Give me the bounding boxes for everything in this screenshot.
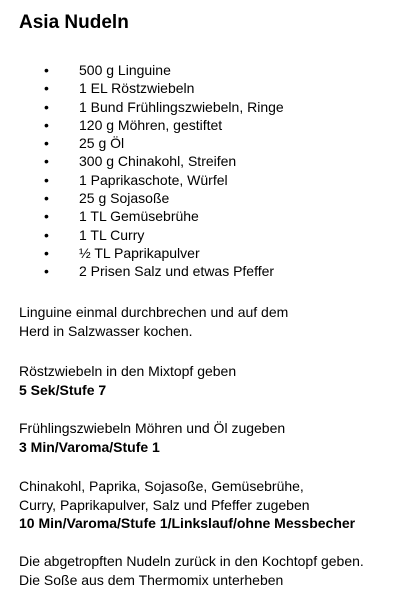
machine-setting: 5 Sek/Stufe 7 [19,381,107,398]
bullet-icon: • [44,171,49,188]
bullet-icon: • [44,226,49,243]
instruction-text: Die abgetropften Nudeln zurück in den Kochtopf geben. [19,553,364,569]
recipe-title: Asia Nudeln [19,12,129,33]
bullet-icon: • [44,62,49,78]
instruction-step-5 [19,552,364,589]
instruction-text: Linguine einmal durchbrechen und auf dem [19,304,289,320]
bullet-icon: • [44,244,49,261]
ingredient-text: ½ TL Paprikapulver [79,244,200,261]
instruction-text: Frühlingszwiebeln Möhren und Öl zugeben [19,420,286,436]
ingredient-text: 25 g Öl [79,135,125,152]
ingredient-text: 1 EL Röstzwiebeln [79,80,195,97]
ingredient-text: 2 Prisen Salz und etwas Pfeffer [79,263,275,280]
bullet-icon: • [44,208,49,225]
ingredient-text: 1 TL Gemüsebrühe [79,208,199,225]
bullet-icon: • [44,190,49,207]
instruction-step-1 [19,303,288,340]
instruction-text: Chinakohl, Paprika, Sojasoße, Gemüsebrühe, [19,478,304,494]
instruction-text: Curry, Paprikapulver, Salz und Pfeffer zugeben [19,496,310,513]
ingredient-text: 300 g Chinakohl, Streifen [79,153,237,170]
ingredient-text: 1 Bund Frühlingszwiebeln, Ringe [79,98,284,115]
instruction-text: Röstzwiebeln in den Mixtopf geben [19,363,237,379]
bullet-icon: • [44,116,49,133]
ingredient-text: 120 g Möhren, gestiftet [79,116,223,133]
bullet-icon: • [44,80,49,97]
instruction-step-3 [19,419,285,456]
ingredient-text: 1 TL Curry [79,226,145,243]
instruction-step-4 [19,477,355,533]
instruction-text: Herd in Salzwasser kochen. [19,322,193,339]
ingredient-text: 25 g Sojasoße [79,190,170,207]
ingredient-text: 500 g Linguine [79,62,171,78]
machine-setting: 3 Min/Varoma/Stufe 1 [19,438,160,455]
bullet-icon: • [44,135,49,152]
instruction-text: Die Soße aus dem Thermomix unterheben [19,571,284,588]
bullet-icon: • [44,263,49,280]
instruction-step-2 [19,362,236,399]
bullet-icon: • [44,153,49,170]
bullet-icon: • [44,98,49,115]
ingredient-text: 1 Paprikaschote, Würfel [79,171,228,188]
machine-setting: 10 Min/Varoma/Stufe 1/Linkslauf/ohne Messbecher [19,515,356,531]
